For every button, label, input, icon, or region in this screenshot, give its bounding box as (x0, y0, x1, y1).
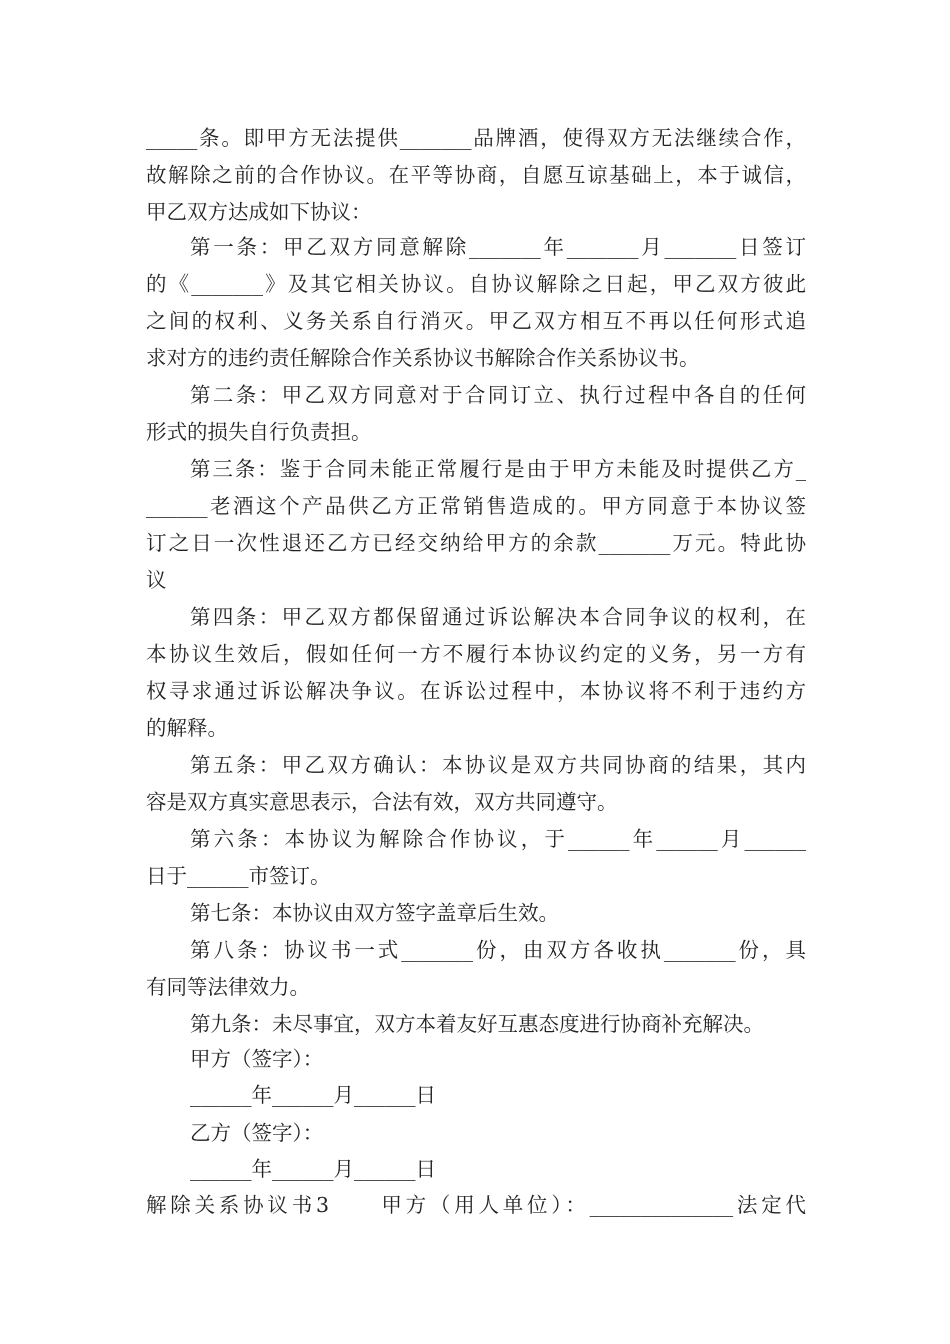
next-section-heading-line: 解除关系协议书3 甲方（用人单位）：______________法定代 (146, 1193, 806, 1217)
party-b-signature-label: 乙方（签字）： (190, 1121, 324, 1145)
paragraph-line: 故解除之前的合作协议。在平等协商，自愿互谅基础上，本于诚信， (146, 163, 806, 187)
clause-4-line: 第四条：甲乙双方都保留通过诉讼解决本合同争议的权利，在 (190, 605, 806, 629)
paragraph-line: ______老酒这个产品供乙方正常销售造成的。甲方同意于本协议签 (146, 494, 806, 518)
paragraph-line: 议 (146, 568, 167, 592)
party-a-signature-label: 甲方（签字）： (190, 1047, 324, 1071)
party-b-date-line: ______年______月______日 (190, 1157, 436, 1181)
paragraph-line: 有同等法律效力。 (146, 975, 310, 999)
party-a-date-line: ______年______月______日 (190, 1083, 436, 1107)
paragraph-line: 日于______市签订。 (146, 864, 331, 888)
paragraph-line: 甲乙双方达成如下协议： (146, 200, 372, 224)
paragraph-line: 的《_______》及其它相关协议。自协议解除之日起，甲乙双方彼此 (146, 272, 806, 296)
paragraph-line: 的解释。 (146, 716, 228, 740)
paragraph-line: _____条。即甲方无法提供_______品牌酒，使得双方无法继续合作， (146, 126, 806, 150)
paragraph-line: 本协议生效后，假如任何一方不履行本协议约定的义务，另一方有 (146, 642, 806, 666)
clause-7-line: 第七条：本协议由双方签字盖章后生效。 (190, 901, 559, 925)
clause-9-line: 第九条：未尽事宜，双方本着友好互惠态度进行协商补充解决。 (190, 1012, 764, 1036)
clause-2-line: 第二条：甲乙双方同意对于合同订立、执行过程中各自的任何 (190, 383, 806, 407)
clause-5-line: 第五条：甲乙双方确认：本协议是双方共同协商的结果，其内 (190, 753, 806, 777)
paragraph-line: 权寻求通过诉讼解决争议。在诉讼过程中，本协议将不利于违约方 (146, 679, 806, 703)
paragraph-line: 形式的损失自行负责担。 (146, 420, 372, 444)
paragraph-line: 之间的权利、义务关系自行消灭。甲乙双方相互不再以任何形式追 (146, 309, 806, 333)
clause-8-line: 第八条：协议书一式_______份，由双方各收执_______份，具 (190, 938, 806, 962)
clause-6-line: 第六条：本协议为解除合作协议，于______年______月______ (190, 827, 806, 851)
clause-1-line: 第一条：甲乙双方同意解除_______年_______月_______日签订 (190, 235, 806, 259)
paragraph-line: 容是双方真实意思表示，合法有效，双方共同遵守。 (146, 790, 618, 814)
clause-3-line: 第三条：鉴于合同未能正常履行是由于甲方未能及时提供乙方_ (190, 457, 806, 481)
paragraph-line: 订之日一次性退还乙方已经交纳给甲方的余款_______万元。特此协 (146, 531, 806, 555)
paragraph-line: 求对方的违约责任解除合作关系协议书解除合作关系协议书。 (146, 346, 700, 370)
